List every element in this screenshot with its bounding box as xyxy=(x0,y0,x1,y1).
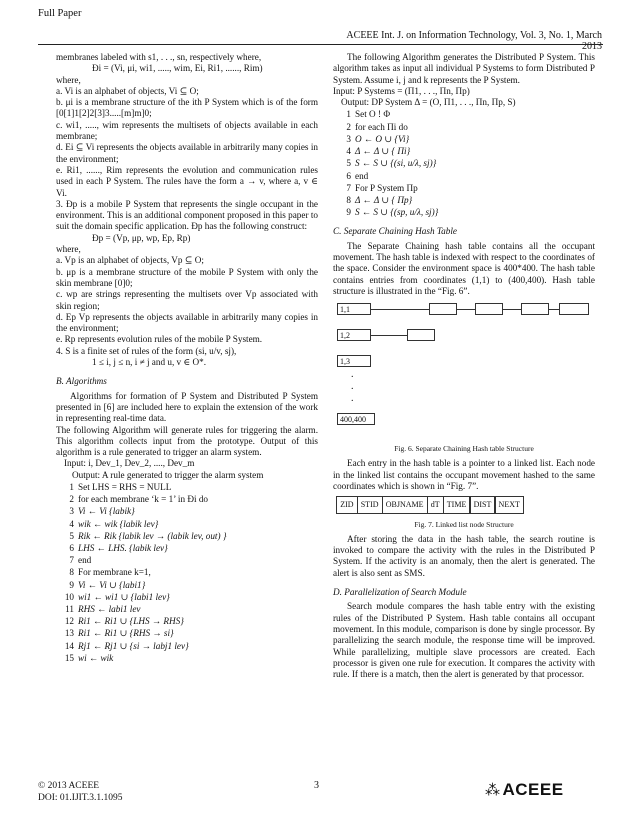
definition-item: c. wp are strings representing the multisets over Vp associated with skin region; xyxy=(56,289,318,311)
ellipsis-dot: . xyxy=(351,393,354,405)
figure-caption: Fig. 7. Linked list node Structure xyxy=(414,519,514,529)
line-number: 6 xyxy=(346,170,351,181)
paragraph: where, xyxy=(56,244,81,255)
definition-item: c. wi1, ....., wim represents the multisets of objects available in each membrane; xyxy=(56,119,318,142)
ellipsis-dot: . xyxy=(351,381,354,393)
algorithm-line xyxy=(56,530,318,542)
definition-item: 4. S is a finite set of rules of the form (si, u/v, sj), xyxy=(56,345,237,356)
rule-constraint: 1 ≤ i, j ≤ n, i ≠ j and u, v ∈ O*. xyxy=(92,357,207,368)
paragraph: membranes labeled with s1, . . ., sn, respectively where, xyxy=(56,52,262,62)
section-heading-algorithms: B. Algorithms xyxy=(56,376,107,387)
algorithm-line xyxy=(56,493,318,505)
node-field: OBJNAME xyxy=(382,496,428,513)
algorithm-line xyxy=(56,591,318,603)
line-text: Ri1 ← Ri1 ∪ {LHS → RHS} xyxy=(78,616,184,627)
algorithm-line xyxy=(56,505,318,517)
list-node xyxy=(559,303,589,315)
list-node xyxy=(407,329,435,341)
line-number: 5 xyxy=(346,158,351,169)
algorithm-input: Input: i, Dev_1, Dev_2, ...., Dev_m xyxy=(64,458,195,469)
line-text: Vi ← Vi ∪ {labi1} xyxy=(78,579,146,590)
paragraph: The Separate Chaining hash table contains all the occupant movement. The hash table is indexed with respect to the coordinates of the space. Consider the environment space is 400*400. The hash table contains entries from coordinates (1,1) to (400,400). Hash table structure is illustrated in the “Fig. 6”. xyxy=(333,240,595,296)
hash-bucket: 1,1 xyxy=(337,303,371,315)
node-field: DIST xyxy=(470,496,496,513)
pointer-arrow xyxy=(457,309,475,310)
algorithm-line xyxy=(56,627,318,639)
hash-bucket: 1,2 xyxy=(337,329,371,341)
line-number: 14 xyxy=(64,640,74,651)
line-number: 3 xyxy=(69,506,74,517)
algorithm-line xyxy=(56,566,318,578)
right-column xyxy=(333,52,595,680)
definition-item: a. Vp is an alphabet of objects, Vp ⊆ O; xyxy=(56,255,204,266)
definition-item: b. μi is a membrane structure of the ith P System which is of the form [0[1]1[2]2[3]3.....[m]m]0; xyxy=(56,97,318,119)
definition-item: b. μp is a membrane structure of the mobile P System with only the skin membrane [0]0; xyxy=(56,266,318,288)
journal-citation-header: ACEEE Int. J. on Information Technology, Vol. 3, No. 1, March 2013 xyxy=(346,30,602,52)
paragraph: where, xyxy=(56,74,81,85)
copyright: © 2013 ACEEE xyxy=(38,781,100,791)
line-number: 8 xyxy=(346,194,351,205)
line-text: RHS ← labi1 lev xyxy=(78,604,141,615)
list-node xyxy=(521,303,549,315)
algorithm-line xyxy=(56,542,318,554)
line-number: 6 xyxy=(69,543,74,553)
section-heading-parallelization: D. Parallelization of Search Module xyxy=(333,587,467,598)
line-number: 9 xyxy=(69,579,74,590)
algorithm-line xyxy=(56,640,318,652)
algorithm-line xyxy=(56,518,318,530)
line-number: 5 xyxy=(69,530,74,541)
line-number: 15 xyxy=(64,652,74,663)
line-number: 10 xyxy=(64,591,74,602)
definition-item: a. Vi is an alphabet of objects, Vi ⊆ O; xyxy=(56,85,199,96)
line-text: O ← O ∪ {Vi} xyxy=(355,133,410,144)
node-field: ZID xyxy=(336,496,357,513)
section-heading-hash-table: C. Separate Chaining Hash Table xyxy=(333,226,457,237)
paragraph: Search module compares the hash table entry with the existing rules of the Distributed P System. Hash table contains all occupant movement. In this module, comparison is done by single processor. By parallelizing the search module, the response time will be improved. While parallelizing, multiple slave processors are created. Each processor is given one rule for execution. It compares the activity with rule. If there is a match, then the alert is generated by that processor. xyxy=(333,601,595,680)
algorithm-output: Output: A rule generated to trigger the alarm system xyxy=(72,469,264,480)
line-number: 9 xyxy=(346,207,351,218)
node-field: STID xyxy=(357,496,383,513)
pointer-arrow xyxy=(371,309,429,310)
distributed-p-system-algorithm xyxy=(333,108,595,218)
figure-caption: Fig. 6. Separate Chaining Hash table Structure xyxy=(394,444,534,454)
line-number: 12 xyxy=(64,616,74,627)
algorithm-line xyxy=(333,194,595,206)
hash-bucket: 400,400 xyxy=(337,413,375,425)
page-number: 3 xyxy=(314,780,319,791)
algorithm-line xyxy=(333,108,595,120)
line-text: Δ ← Δ ∪ { Πp} xyxy=(355,194,413,205)
algorithm-line xyxy=(56,615,318,627)
algorithm-line xyxy=(56,554,318,566)
algorithm-line xyxy=(333,170,595,182)
line-number: 7 xyxy=(346,182,351,193)
paragraph: Each entry in the hash table is a pointer to a linked list. Each node in the linked list contains the occupant movement hashed to the same coordinates which is shown in “Fig. 7”. xyxy=(333,458,595,491)
list-node xyxy=(429,303,457,315)
line-text: for each Πi do xyxy=(355,121,408,132)
doi: DOI: 01.IJIT.3.1.1095 xyxy=(38,793,123,803)
line-text: Vi ← Vi {labik} xyxy=(78,506,135,517)
line-number: 2 xyxy=(346,121,351,132)
line-number: 4 xyxy=(346,146,351,157)
equation-mobile: Đp = (Vp, μp, wp, Ep, Rp) xyxy=(92,232,191,243)
algorithm-line xyxy=(333,206,595,218)
line-number: 7 xyxy=(69,555,74,566)
linked-list-node-figure xyxy=(337,496,595,513)
line-text: for each membrane ‘k = 1’ in Đi do xyxy=(78,494,209,505)
hash-bucket: 1,3 xyxy=(337,355,371,367)
line-number: 8 xyxy=(69,567,74,578)
line-text: Set LHS = RHS = NULL xyxy=(78,481,172,492)
line-text: LHS ← LHS. {labik lev} xyxy=(78,543,168,553)
line-number: 4 xyxy=(69,518,74,529)
logo-text: ACEEE xyxy=(502,780,564,799)
algorithm-line xyxy=(333,133,595,145)
line-text: Rj1 ← Rj1 ∪ {si → labj1 lev} xyxy=(78,640,189,651)
list-node xyxy=(475,303,503,315)
algorithm-line xyxy=(333,145,595,157)
node-field: dT xyxy=(427,496,444,513)
ellipsis-dot: . xyxy=(351,369,354,381)
line-text: Rik ← Rik {labik lev → (labik lev, out) } xyxy=(78,530,227,541)
algorithm-line xyxy=(333,182,595,194)
algorithm-line xyxy=(56,579,318,591)
line-text: Δ ← Δ ∪ { Πi} xyxy=(355,146,411,157)
algorithm-output: Output: DP System Δ = (O, Π1, . . ., Πn, Πp, S) xyxy=(341,97,516,108)
algorithm-line xyxy=(333,121,595,133)
paragraph: Algorithms for formation of P System and Distributed P System presented in [6] are included here to explain the extension of the work in representing real-time data. xyxy=(56,390,318,424)
definition-item: d. Ep Vp represents the objects available in arbitrarily many copies in the environment; xyxy=(56,311,318,334)
line-text: end xyxy=(355,170,369,181)
pointer-arrow xyxy=(371,335,407,336)
definition-item: e. Ri1, ......, Rim represents the evolution and communication rules used in each P System. The rules have the form a → v, where a, v ∈ Vi. xyxy=(56,164,318,198)
algorithm-line xyxy=(56,603,318,615)
logo-mark-icon: ⁂ xyxy=(485,782,501,799)
line-number: 1 xyxy=(69,481,74,492)
alarm-rule-algorithm xyxy=(56,481,318,664)
line-number: 13 xyxy=(64,628,74,639)
line-text: Set O ! Φ xyxy=(355,109,391,120)
paragraph: The following Algorithm will generate rules for triggering the alarm. This algorithm collects input from the prototype. Output of this algorithm is a rule generated to trigger an alarm system. xyxy=(56,424,318,458)
line-text: Ri1 ← Ri1 ∪ {RHS → si} xyxy=(78,628,174,639)
publisher-logo xyxy=(485,780,564,800)
algorithm-line xyxy=(56,481,318,493)
equation-system: Đi = (Vi, μi, wi1, ....., wim, Ei, Ri1, ......, Rim) xyxy=(92,63,263,74)
definition-item: 3. Đp is a mobile P System that represents the single occupant in the environment. This is an additional component proposed in this paper to suit the domain specific application. Đp has the following construct: xyxy=(56,198,318,232)
algorithm-input: Input: P Systems = (Π1, . . ., Πn, Πp) xyxy=(333,85,470,96)
pointer-arrow xyxy=(503,309,521,310)
header-rule xyxy=(38,44,603,45)
hash-table-figure xyxy=(333,301,595,441)
line-number: 1 xyxy=(346,109,351,120)
line-text: For membrane k=1, xyxy=(78,567,151,578)
algorithm-line xyxy=(56,652,318,664)
algorithm-line xyxy=(333,157,595,169)
definition-item: e. Rp represents evolution rules of the mobile P System. xyxy=(56,334,263,345)
pointer-arrow xyxy=(549,309,559,310)
line-text: wi ← wik xyxy=(78,652,114,663)
line-number: 3 xyxy=(346,133,351,144)
definition-item: d. Ei ⊆ Vi represents the objects available in arbitrarily many copies in the environment; xyxy=(56,142,318,164)
line-number: 11 xyxy=(65,604,74,615)
left-column xyxy=(56,52,318,664)
paragraph: The following Algorithm generates the Distributed P System. This algorithm takes as input all individual P Systems to form Distributed P System. Assume i, j and k represents the P System. xyxy=(333,52,595,85)
paragraph: After storing the data in the hash table, the search routine is invoked to compare the activity with the rules in the Distributed P System. If the activity is an anomaly, then the alert is generated. The alert is also sent as SMS. xyxy=(333,533,595,578)
node-field: TIME xyxy=(443,496,471,513)
line-text: S ← S ∪ {(si, u/λ, sj)} xyxy=(355,158,437,169)
line-text: end xyxy=(78,555,92,566)
line-text: wi1 ← wi1 ∪ {labi1 lev} xyxy=(78,591,170,602)
line-text: wik ← wik {labik lev} xyxy=(78,518,159,529)
line-text: S ← S ∪ {(sp, u/λ, sj)} xyxy=(355,207,439,218)
line-text: For P System Πp xyxy=(355,182,418,193)
footer-left xyxy=(38,780,123,804)
node-field: NEXT xyxy=(495,496,524,513)
journal-type-label: Full Paper xyxy=(38,8,82,19)
line-number: 2 xyxy=(69,494,74,505)
